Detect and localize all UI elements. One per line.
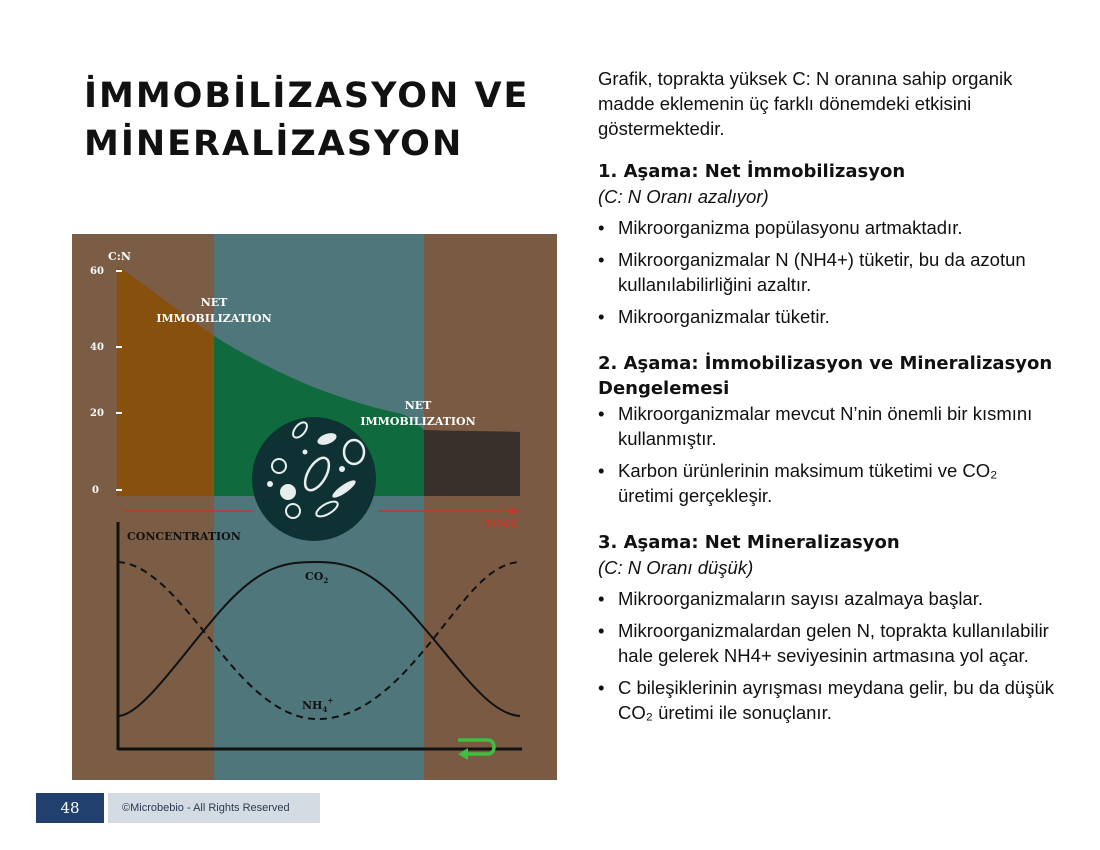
intro-text: Grafik, toprakta yüksek C: N oranına sahip organik madde eklemenin üç farklı dönemdeki etkisini göstermektedir. <box>598 68 1013 139</box>
co2-label: $CO_2$ <box>305 570 329 585</box>
phase-1-label-line-1: NET <box>200 296 228 309</box>
cn-axis-label: C:N <box>108 250 131 263</box>
section-2-heading: 2. Aşama: İmmobilizasyon ve Mineralizasyon Dengelemesi <box>598 353 1053 399</box>
concentration-label: CONCENTRATION <box>127 530 241 543</box>
title-line-1: İMMOBİLİZASYON VE <box>84 76 530 116</box>
phase-3-label-line-1: NET <box>404 399 432 412</box>
list-item: • Mikroorganizmalardan gelen N, toprakta kullanılabilir hale gelerek NH4+ seviyesinin artmasına yol açar. <box>598 618 1058 668</box>
time-label: TIME <box>484 518 518 531</box>
phase-1-label-line-2: IMMOBILIZATION <box>156 312 272 325</box>
nh4-label: $NH_4^+$ <box>302 696 334 714</box>
list-item: • Mikroorganizmalar tüketir. <box>598 304 1058 329</box>
section-3-subheading: (C: N Oranı düşük) <box>598 557 754 578</box>
y-tick-40: 40 <box>90 342 104 353</box>
section-3 <box>598 530 1058 725</box>
y-tick-0: 0 <box>92 485 99 496</box>
cn-area-phase-3 <box>424 430 520 496</box>
section-3-list <box>598 586 1058 725</box>
list-item: • Mikroorganizmalar N (NH4+) tüketir, bu da azotun kullanılabilirliğini azaltır. <box>598 247 1058 297</box>
y-tick-20: 20 <box>90 408 104 419</box>
microbe-illustration <box>252 417 376 541</box>
y-tick-60: 60 <box>90 266 104 277</box>
list-item: • Karbon ürünlerinin maksimum tüketimi ve CO₂ üretimi gerçekleşir. <box>598 458 1058 508</box>
immobilization-mineralization-figure <box>72 234 557 780</box>
list-item: • C bileşiklerinin ayrışması meydana gelir, bu da düşük CO₂ üretimi ile sonuçlanır. <box>598 675 1058 725</box>
section-1 <box>598 159 1058 329</box>
explanation-panel <box>598 66 1058 747</box>
section-1-subheading: (C: N Oranı azalıyor) <box>598 186 769 207</box>
page-title <box>84 72 564 168</box>
page-number: 48 <box>36 793 104 823</box>
bg-phase-3 <box>424 234 557 780</box>
title-line-2: MİNERALİZASYON <box>84 124 464 164</box>
section-3-heading: 3. Aşama: Net Mineralizasyon <box>598 532 900 553</box>
figure-svg <box>72 234 557 780</box>
section-2 <box>598 351 1058 508</box>
list-item: • Mikroorganizma popülasyonu artmaktadır. <box>598 215 1058 240</box>
section-1-list <box>598 215 1058 329</box>
section-2-list <box>598 401 1058 508</box>
section-1-heading: 1. Aşama: Net İmmobilizasyon <box>598 161 906 182</box>
copyright-notice: ©Microbebio - All Rights Reserved <box>108 793 320 823</box>
list-item: • Mikroorganizmalar mevcut N’nin önemli bir kısmını kullanmıştır. <box>598 401 1058 451</box>
phase-3-label-line-2: IMMOBILIZATION <box>360 415 476 428</box>
list-item: • Mikroorganizmaların sayısı azalmaya başlar. <box>598 586 1058 611</box>
